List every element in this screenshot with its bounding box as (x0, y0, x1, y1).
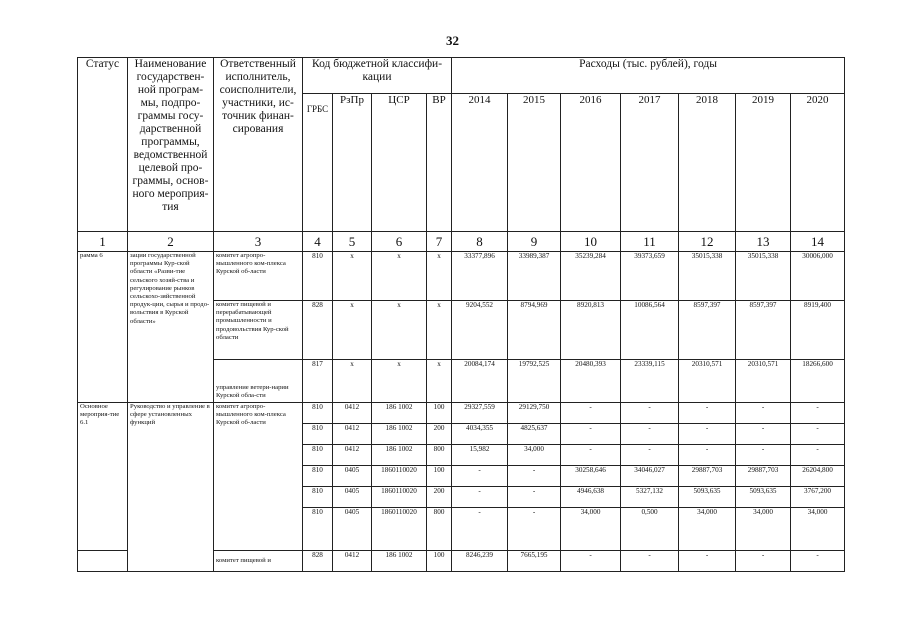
value-cell: 18266,600 (791, 360, 845, 403)
vr-cell: 200 (427, 424, 452, 445)
value-cell: 34,000 (679, 508, 736, 551)
header-grbs: ГРБС (303, 94, 333, 232)
value-cell: 19792,525 (508, 360, 561, 403)
value-cell: 7665,195 (508, 551, 561, 572)
vr-cell: х (427, 252, 452, 301)
vr-cell: 800 (427, 508, 452, 551)
value-cell: 34046,027 (621, 466, 679, 487)
value-cell: - (508, 487, 561, 508)
value-cell: - (621, 445, 679, 466)
rzpr-cell: х (333, 360, 372, 403)
value-cell: 8794,969 (508, 301, 561, 360)
csr-cell: х (372, 252, 427, 301)
header-year: 2018 (679, 94, 736, 232)
value-cell: - (679, 403, 736, 424)
header-status: Статус (78, 58, 128, 232)
rzpr-cell: х (333, 301, 372, 360)
executor-cell: комитет агропро-мышленного ком-плекса Курской об-ласти (214, 252, 303, 301)
rzpr-cell: 0405 (333, 508, 372, 551)
value-cell: 26204,800 (791, 466, 845, 487)
value-cell: - (736, 551, 791, 572)
csr-cell: 186 1002 (372, 445, 427, 466)
value-cell: 20310,571 (736, 360, 791, 403)
value-cell: 8246,239 (452, 551, 508, 572)
vr-cell: 100 (427, 403, 452, 424)
csr-cell: 186 1002 (372, 403, 427, 424)
header-expenses: Расходы (тыс. рублей), годы (452, 58, 845, 94)
value-cell: - (621, 403, 679, 424)
header-budget-code: Код бюджетной классифи-кации (303, 58, 452, 94)
status-cell-empty (78, 551, 128, 572)
header-year: 2017 (621, 94, 679, 232)
program-status: рамма 6 (78, 252, 128, 403)
executor-cell: комитет пищевой и перерабатывающей промышленности и продовольствия Кур-ской области (214, 301, 303, 360)
rzpr-cell: 0412 (333, 445, 372, 466)
value-cell: 29887,703 (736, 466, 791, 487)
value-cell: 15,982 (452, 445, 508, 466)
value-cell: 39373,659 (621, 252, 679, 301)
value-cell: 8920,813 (561, 301, 621, 360)
table-row (78, 252, 845, 301)
column-number: 14 (791, 232, 845, 252)
value-cell: - (561, 551, 621, 572)
value-cell: - (452, 487, 508, 508)
grbs-cell: 810 (303, 403, 333, 424)
value-cell: 10086,564 (621, 301, 679, 360)
value-cell: - (561, 445, 621, 466)
executor-cell: управление ветери-нарии Курской обла-сти (214, 360, 303, 403)
rzpr-cell: 0405 (333, 466, 372, 487)
value-cell: 33377,896 (452, 252, 508, 301)
grbs-cell: 810 (303, 508, 333, 551)
value-cell: 8919,400 (791, 301, 845, 360)
value-cell: 8597,397 (736, 301, 791, 360)
value-cell: - (679, 445, 736, 466)
value-cell: - (452, 508, 508, 551)
value-cell: 29129,750 (508, 403, 561, 424)
value-cell: - (679, 424, 736, 445)
column-number: 6 (372, 232, 427, 252)
header-responsible: Ответственный исполнитель, соисполнители, участники, ис-точник финан-сирования (214, 58, 303, 232)
value-cell: - (736, 445, 791, 466)
value-cell: - (621, 551, 679, 572)
column-number: 1 (78, 232, 128, 252)
vr-cell: 800 (427, 445, 452, 466)
column-number: 13 (736, 232, 791, 252)
rzpr-cell: 0412 (333, 403, 372, 424)
rzpr-cell: 0405 (333, 487, 372, 508)
value-cell: 5093,635 (736, 487, 791, 508)
value-cell: 20480,393 (561, 360, 621, 403)
vr-cell: 100 (427, 466, 452, 487)
header-year: 2020 (791, 94, 845, 232)
budget-table (77, 57, 845, 572)
vr-cell: х (427, 360, 452, 403)
value-cell: 20310,571 (679, 360, 736, 403)
value-cell: 9204,552 (452, 301, 508, 360)
value-cell: - (679, 551, 736, 572)
value-cell: 5093,635 (679, 487, 736, 508)
header-year: 2016 (561, 94, 621, 232)
value-cell: - (791, 445, 845, 466)
grbs-cell: 810 (303, 466, 333, 487)
value-cell: 35015,338 (679, 252, 736, 301)
value-cell: 3767,200 (791, 487, 845, 508)
grbs-cell: 810 (303, 487, 333, 508)
page-number: 32 (446, 33, 459, 48)
value-cell: 29887,703 (679, 466, 736, 487)
value-cell: 4034,355 (452, 424, 508, 445)
column-number: 4 (303, 232, 333, 252)
column-number: 9 (508, 232, 561, 252)
grbs-cell: 810 (303, 424, 333, 445)
value-cell: - (791, 551, 845, 572)
vr-cell: 200 (427, 487, 452, 508)
csr-cell: х (372, 301, 427, 360)
value-cell: - (561, 403, 621, 424)
value-cell: 29327,559 (452, 403, 508, 424)
column-number: 10 (561, 232, 621, 252)
header-csr: ЦСР (372, 94, 427, 232)
value-cell: 35239,284 (561, 252, 621, 301)
rzpr-cell: 0412 (333, 551, 372, 572)
value-cell: - (561, 424, 621, 445)
value-cell: 20084,174 (452, 360, 508, 403)
header-rzpr: РзПр (333, 94, 372, 232)
grbs-cell: 828 (303, 551, 333, 572)
grbs-cell: 817 (303, 360, 333, 403)
csr-cell: 186 1002 (372, 551, 427, 572)
value-cell: - (791, 424, 845, 445)
executor-cell: комитет пищевой и (214, 551, 303, 572)
column-number: 11 (621, 232, 679, 252)
value-cell: 34,000 (791, 508, 845, 551)
csr-cell: х (372, 360, 427, 403)
csr-cell: 1860110020 (372, 487, 427, 508)
csr-cell: 1860110020 (372, 508, 427, 551)
value-cell: 33989,387 (508, 252, 561, 301)
grbs-cell: 828 (303, 301, 333, 360)
value-cell: 30258,646 (561, 466, 621, 487)
value-cell: 0,500 (621, 508, 679, 551)
activity-name: Руководство и управление в сфере установленных функций (128, 403, 214, 572)
column-number: 3 (214, 232, 303, 252)
value-cell: 35015,338 (736, 252, 791, 301)
value-cell: 34,000 (508, 445, 561, 466)
value-cell: 34,000 (561, 508, 621, 551)
header-year: 2014 (452, 94, 508, 232)
value-cell: 4825,637 (508, 424, 561, 445)
grbs-cell: 810 (303, 252, 333, 301)
executor-cell: комитет агропро-мышленного ком-плекса Курской об-ласти (214, 403, 303, 551)
value-cell: 4946,638 (561, 487, 621, 508)
value-cell: - (452, 466, 508, 487)
value-cell: - (508, 466, 561, 487)
column-number: 2 (128, 232, 214, 252)
header-vr: ВР (427, 94, 452, 232)
activity-status: Основное мероприя-тие 6.1 (78, 403, 128, 551)
rzpr-cell: 0412 (333, 424, 372, 445)
table-row (78, 403, 845, 424)
value-cell: - (791, 403, 845, 424)
value-cell: 30006,000 (791, 252, 845, 301)
vr-cell: 100 (427, 551, 452, 572)
column-number-row (78, 232, 845, 252)
header-year: 2019 (736, 94, 791, 232)
program-name: зации государственной программы Кур-ской области «Разви-тие сельского хозяй-ства и регулирование рынков сельскохо-зяйственной продук-ции, сырья и продо-вольствия в Курской области» (128, 252, 214, 403)
column-number: 5 (333, 232, 372, 252)
column-number: 8 (452, 232, 508, 252)
grbs-cell: 810 (303, 445, 333, 466)
header-year: 2015 (508, 94, 561, 232)
value-cell: 34,000 (736, 508, 791, 551)
value-cell: - (736, 403, 791, 424)
value-cell: - (736, 424, 791, 445)
value-cell: 23339,115 (621, 360, 679, 403)
rzpr-cell: х (333, 252, 372, 301)
column-number: 7 (427, 232, 452, 252)
column-number: 12 (679, 232, 736, 252)
value-cell: 8597,397 (679, 301, 736, 360)
value-cell: - (508, 508, 561, 551)
csr-cell: 1860110020 (372, 466, 427, 487)
value-cell: - (621, 424, 679, 445)
header-name: Наименование государствен-ной програм-мы, подпро-граммы госу-дарственной программы, ведомственной целевой про-граммы, основ-ного мероприя-тия (128, 58, 214, 232)
value-cell: 5327,132 (621, 487, 679, 508)
csr-cell: 186 1002 (372, 424, 427, 445)
vr-cell: х (427, 301, 452, 360)
